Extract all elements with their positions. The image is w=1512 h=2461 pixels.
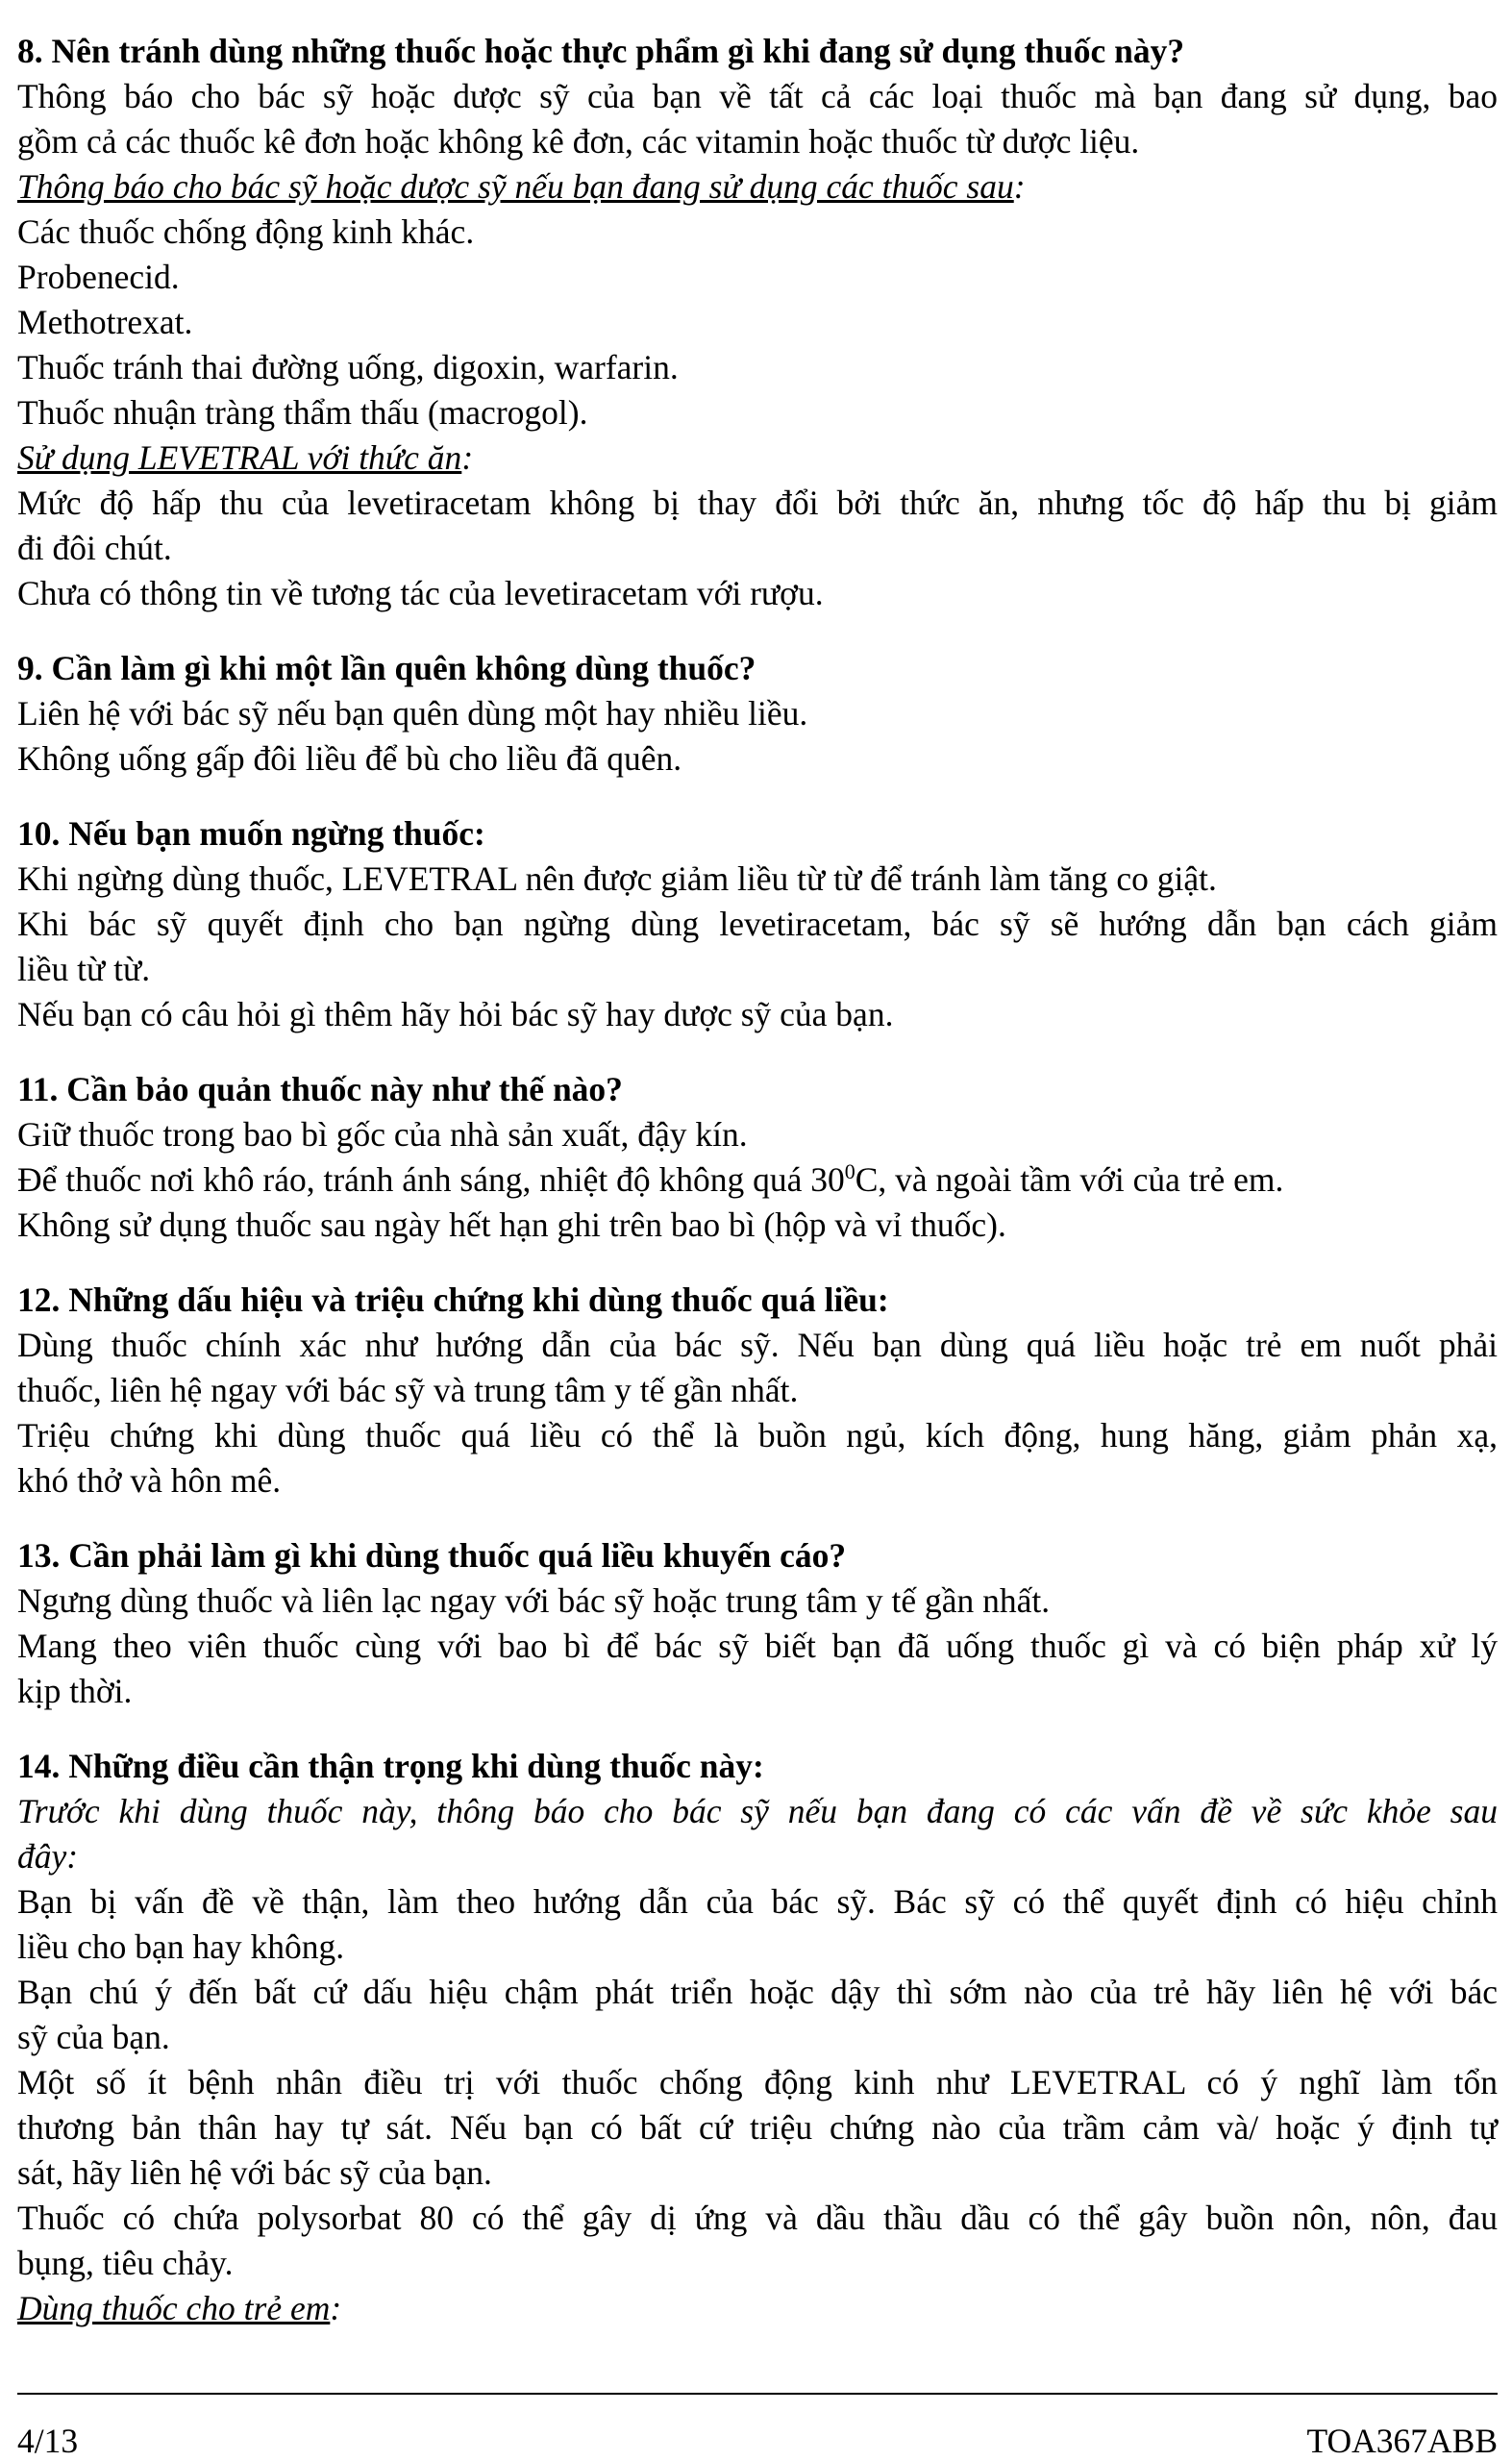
section-13-paragraph-2-cont: kịp thời.: [17, 1672, 133, 1710]
section-12-heading: 12. Những dấu hiệu và triệu chứng khi dùng thuốc quá liều:: [17, 1280, 889, 1319]
section-11-paragraph-3: Không sử dụng thuốc sau ngày hết hạn ghi trên bao bì (hộp và vỉ thuốc).: [17, 1206, 1006, 1244]
section-14-paragraph-3-line-2: thương bản thân hay tự sát. Nếu bạn có bất cứ triệu chứng nào của trầm cảm và/ hoặc ý định tự: [17, 2108, 1498, 2147]
section-14-subheading-children: Dùng thuốc cho trẻ em:: [17, 2289, 342, 2327]
section-13-heading: 13. Cần phải làm gì khi dùng thuốc quá liều khuyến cáo?: [17, 1536, 847, 1575]
section-10-paragraph-2: Khi bác sỹ quyết định cho bạn ngừng dùng levetiracetam, bác sỹ sẽ hướng dẫn bạn cách giảm: [17, 905, 1498, 943]
drug-list-item: Probenecid.: [17, 258, 180, 296]
footer-divider: [17, 2393, 1498, 2395]
section-8-subheading-drugs: Thông báo cho bác sỹ hoặc dược sỹ nếu bạn đang sử dụng các thuốc sau:: [17, 167, 1026, 206]
section-14-paragraph-1-cont: liều cho bạn hay không.: [17, 1927, 345, 1966]
section-14-heading: 14. Những điều cần thận trọng khi dùng thuốc này:: [17, 1747, 764, 1785]
section-14-paragraph-2-cont: sỹ của bạn.: [17, 2018, 170, 2056]
section-12-paragraph-1-cont: thuốc, liên hệ ngay với bác sỹ và trung tâm y tế gần nhất.: [17, 1371, 799, 1409]
section-10-heading: 10. Nếu bạn muốn ngừng thuốc:: [17, 814, 485, 853]
document-code: TOA367ABB: [1306, 2422, 1498, 2460]
section-14-paragraph-3-cont: sát, hãy liên hệ với bác sỹ của bạn.: [17, 2153, 492, 2192]
section-8-paragraph-1-cont: gồm cả các thuốc kê đơn hoặc không kê đơn, các vitamin hoặc thuốc từ dược liệu.: [17, 122, 1140, 161]
section-11-paragraph-1: Giữ thuốc trong bao bì gốc của nhà sản xuất, đậy kín.: [17, 1115, 748, 1154]
document-body: [17, 29, 1498, 2331]
section-9-heading: 9. Cần làm gì khi một lần quên không dùng thuốc?: [17, 649, 756, 687]
drug-list-item: Thuốc tránh thai đường uống, digoxin, warfarin.: [17, 348, 679, 386]
section-8-paragraph-1: Thông báo cho bác sỹ hoặc dược sỹ của bạn về tất cả các loại thuốc mà bạn đang sử dụng, bao: [17, 77, 1498, 115]
section-14-paragraph-4-cont: bụng, tiêu chảy.: [17, 2244, 234, 2282]
drug-list-item: Các thuốc chống động kinh khác.: [17, 212, 475, 251]
section-10-paragraph-3: Nếu bạn có câu hỏi gì thêm hãy hỏi bác sỹ hay dược sỹ của bạn.: [17, 995, 894, 1033]
section-12-paragraph-2: Triệu chứng khi dùng thuốc quá liều có thể là buồn ngủ, kích động, hung hăng, giảm phản xạ,: [17, 1416, 1498, 1454]
section-9-paragraph-2: Không uống gấp đôi liều để bù cho liều đã quên.: [17, 739, 682, 778]
section-8-paragraph-2-cont: đi đôi chút.: [17, 529, 172, 567]
section-14-paragraph-1: Bạn bị vấn đề về thận, làm theo hướng dẫn của bác sỹ. Bác sỹ có thể quyết định có hiệu chỉnh: [17, 1882, 1498, 1921]
section-9-paragraph-1: Liên hệ với bác sỹ nếu bạn quên dùng một hay nhiều liều.: [17, 694, 808, 733]
section-11-heading: 11. Cần bảo quản thuốc này như thế nào?: [17, 1070, 623, 1108]
section-14-paragraph-3: Một số ít bệnh nhân điều trị với thuốc chống động kinh như LEVETRAL có ý nghĩ làm tổn: [17, 2063, 1498, 2101]
section-13-paragraph-2: Mang theo viên thuốc cùng với bao bì để bác sỹ biết bạn đã uống thuốc gì và có biện pháp xử lý: [17, 1627, 1498, 1665]
drug-list-item: Thuốc nhuận tràng thẩm thấu (macrogol).: [17, 393, 588, 432]
section-14-intro-cont: đây:: [17, 1837, 79, 1876]
section-8-subheading-food: Sử dụng LEVETRAL với thức ăn:: [17, 438, 474, 477]
section-8-paragraph-3: Chưa có thông tin về tương tác của levetiracetam với rượu.: [17, 574, 824, 612]
section-14-paragraph-4: Thuốc có chứa polysorbat 80 có thể gây dị ứng và dầu thầu dầu có thể gây buồn nôn, nôn, đau: [17, 2199, 1498, 2237]
section-12-paragraph-2-cont: khó thở và hôn mê.: [17, 1461, 282, 1500]
section-10-paragraph-1: Khi ngừng dùng thuốc, LEVETRAL nên được giảm liều từ từ để tránh làm tăng co giật.: [17, 859, 1217, 898]
section-14-intro: Trước khi dùng thuốc này, thông báo cho bác sỹ nếu bạn đang có các vấn đề về sức khỏe sau: [17, 1792, 1498, 1830]
section-10-paragraph-2-cont: liều từ từ.: [17, 950, 151, 988]
section-14-paragraph-2: Bạn chú ý đến bất cứ dấu hiệu chậm phát triển hoặc dậy thì sớm nào của trẻ hãy liên hệ với bác: [17, 1973, 1498, 2011]
section-8-heading: 8. Nên tránh dùng những thuốc hoặc thực phẩm gì khi đang sử dụng thuốc này?: [17, 32, 1185, 70]
section-13-paragraph-1: Ngưng dùng thuốc và liên lạc ngay với bác sỹ hoặc trung tâm y tế gần nhất.: [17, 1581, 1051, 1620]
section-11-paragraph-2: Để thuốc nơi khô ráo, tránh ánh sáng, nhiệt độ không quá $30^0C$, và ngoài tầm với của trẻ em.: [17, 1159, 1284, 1199]
drug-list-item: Methotrexat.: [17, 303, 193, 341]
section-8-paragraph-2: Mức độ hấp thu của levetiracetam không bị thay đổi bởi thức ăn, nhưng tốc độ hấp thu bị giảm: [17, 484, 1498, 522]
section-12-paragraph-1: Dùng thuốc chính xác như hướng dẫn của bác sỹ. Nếu bạn dùng quá liều hoặc trẻ em nuốt phải: [17, 1326, 1498, 1364]
page-footer: [17, 2422, 1498, 2460]
page-number: 4/13: [17, 2422, 79, 2460]
